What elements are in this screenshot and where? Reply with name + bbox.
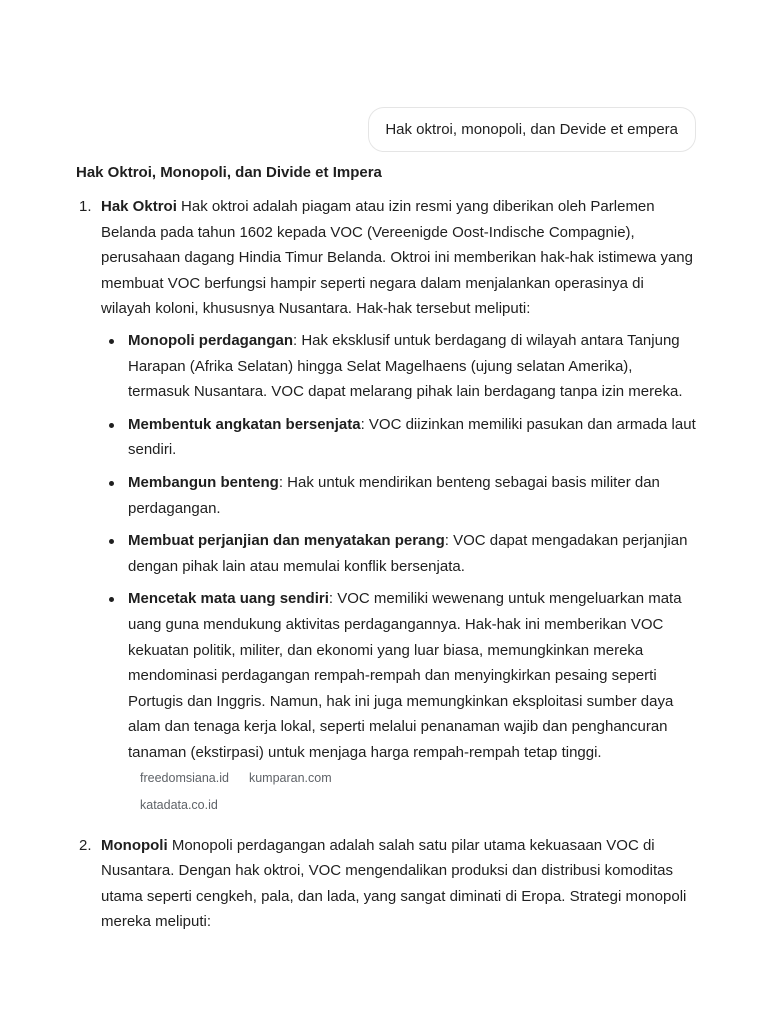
source-link-freedomsiana[interactable]: freedomsiana.id bbox=[140, 771, 229, 786]
bullet-dot bbox=[109, 423, 114, 428]
bullet-text: : Hak untuk mendirikan benteng sebagai basis militer dan perdagangan. bbox=[128, 473, 660, 517]
bullet-dot bbox=[109, 539, 114, 544]
source-link-katadata[interactable]: katadata.co.id bbox=[140, 798, 218, 813]
source-line bbox=[128, 792, 696, 819]
item-text: Monopoli perdagangan adalah salah satu pilar utama kekuasaan VOC di Nusantara. Dengan hak oktroi, VOC mengendalikan produksi dan distribusi komoditas utama seperti cengkeh, pala, dan lada, yang sangat diminati di Eropa. Strategi monopoli mereka meliputi: bbox=[101, 836, 687, 931]
bullet-dot bbox=[109, 597, 114, 602]
bullet-text: : Hak eksklusif untuk berdagang di wilayah antara Tanjung Harapan (Afrika Selatan) hingga Selat Magelhaens (ujung selatan Amerika), termasuk Nusantara. VOC dapat melarang pihak lain berdagang tanpa izin mereka. bbox=[128, 331, 683, 401]
list-item bbox=[101, 328, 696, 405]
item-body bbox=[101, 194, 696, 322]
item-body bbox=[101, 833, 696, 935]
bullet-text: : VOC memiliki wewenang untuk mengeluarkan mata uang guna mendukung aktivitas perdagangannya. Hak-hak ini memberikan VOC kekuatan politik, militer, dan ekonomi yang luar biasa, memungkinkan mereka mendominasi perdagangan rempah-rempah dan menyingkirkan pesaing seperti Portugis dan Inggris. Namun, hak ini juga memungkinkan eksploitasi sumber daya alam dan tenaga kerja lokal, seperti melalui penanaman wajib dan penghancuran tanaman (ekstirpasi) untuk menjaga harga rempah-rempah tetap tinggi. bbox=[128, 590, 682, 761]
bullet-title: Mencetak mata uang sendiri bbox=[128, 590, 329, 608]
bullet-text: : VOC diizinkan memiliki pasukan dan armada laut sendiri. bbox=[128, 415, 696, 459]
bullet-title: Membentuk angkatan bersenjata bbox=[128, 415, 361, 433]
user-message-text: Hak oktroi, monopoli, dan Devide et empera bbox=[385, 121, 678, 138]
list-item bbox=[101, 412, 696, 463]
bullet-dot bbox=[109, 339, 114, 344]
bullet-title: Membuat perjanjian dan menyatakan perang bbox=[128, 532, 445, 550]
bullet-title: Membangun benteng bbox=[128, 473, 279, 491]
assistant-response bbox=[76, 162, 696, 935]
user-message-bubble bbox=[368, 107, 696, 152]
item-number: 1. bbox=[79, 198, 92, 215]
numbered-item-monopoli bbox=[76, 833, 696, 935]
list-item bbox=[101, 470, 696, 521]
list-item bbox=[101, 586, 696, 818]
response-heading: Hak Oktroi, Monopoli, dan Divide et Impera bbox=[76, 164, 382, 181]
bullet-text: : VOC dapat mengadakan perjanjian dengan pihak lain atau memulai konflik bersenjata. bbox=[128, 532, 688, 575]
source-link-kumparan[interactable]: kumparan.com bbox=[248, 771, 332, 786]
bullet-title: Monopoli perdagangan bbox=[128, 331, 293, 349]
item-number: 2. bbox=[79, 836, 92, 854]
list-item bbox=[101, 528, 696, 579]
bullet-dot bbox=[109, 481, 114, 486]
item-text: Hak oktroi adalah piagam atau izin resmi yang diberikan oleh Parlemen Belanda pada tahun 1602 kepada VOC (Vereenigde Oost-Indische Compagnie), perusahaan dagang Hindia Timur Belanda. Oktroi ini memberikan hak-hak istimewa yang membuat VOC berfungsi hampir seperti negara dalam menjalankan operasinya di wilayah koloni, khususnya Nusantara. Hak-hak tersebut meliputi: bbox=[101, 198, 693, 318]
item-title: Monopoli bbox=[101, 836, 168, 854]
item-title: Hak Oktroi bbox=[101, 198, 177, 215]
rights-list bbox=[101, 328, 696, 819]
numbered-item-hak-oktroi bbox=[76, 194, 696, 819]
